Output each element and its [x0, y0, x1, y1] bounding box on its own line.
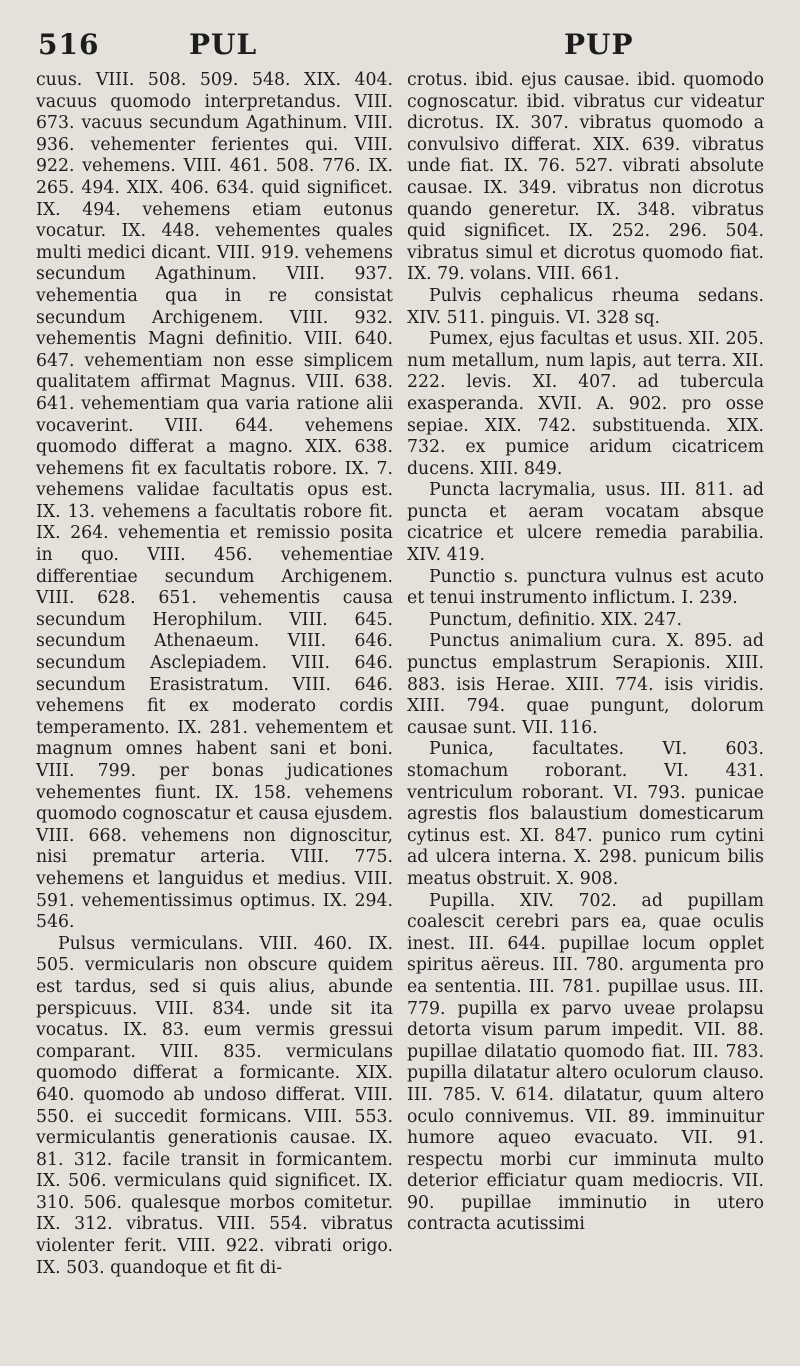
index-entry: Pulsus vermiculans. VIII. 460. IX. 505. vermicularis non obscure quidem est tardus, sed si quis alius, abunde perspicuus. VIII. 834. unde sit ita vocatus. IX. 83. eum vermis gressui comparant. VIII. 835. vermiculans quomodo differat a formicante. XIX. 640. quomodo ab undoso differat. VIII. 550. ei succedit formicans. VIII. 553. vermiculantis generationis causae. IX. 81. 312. facile transit in formicantem. IX. 506. vermiculans quid significet. IX. 310. 506. qualesque morbos comitetur. IX. 312. vibratus. VIII. 554. vibratus violenter ferit. VIII. 922. vibrati origo. IX. 503. quandoque et fit di-	[36, 933, 393, 1278]
index-entry: Punctio s. punctura vulnus est acuto et tenui instrumento inflictum. I. 239.	[407, 566, 764, 609]
right-running-head: PUP	[564, 28, 634, 61]
page-number: 516	[38, 28, 100, 61]
left-column	[36, 70, 393, 1279]
left-running-head: PUL	[189, 28, 258, 61]
index-entry: Punctum, definitio. XIX. 247.	[429, 609, 682, 630]
index-entry: Puncta lacrymalia, usus. III. 811. ad puncta et aeram vocatam absque cicatrice et ulcere remedia parabilia. XIV. 419.	[407, 480, 764, 566]
index-entry: crotus. ibid. ejus causae. ibid. quomodo cognoscatur. ibid. vibratus cur videatur dicrotus. IX. 307. vibratus quomodo a convulsivo differat. XIX. 639. vibratus unde fiat. IX. 76. 527. vibrati absolute causae. IX. 349. vibratus non dicrotus quando generetur. IX. 348. vibratus quid significet. IX. 252. 296. 504. vibratus simul et dicrotus quomodo fiat. IX. 79. volans. VIII. 661.	[407, 70, 764, 285]
index-entry: Pupilla. XIV. 702. ad pupillam coalescit cerebri pars ea, quae oculis inest. III. 644. pupillae locum opplet spiritus aëreus. III. 780. argumenta pro ea sententia. III. 781. pupillae usus. III. 779. pupilla ex parvo uveae prolapsu detorta visum parum impedit. VII. 88. pupillae dilatatio quomodo fiat. III. 783. pupilla dilatatur altero oculorum clauso. III. 785. V. 614. dilatatur, quum altero oculo connivemus. VII. 89. imminuitur humore aqueo evacuato. VII. 91. respectu morbi cur imminuta multo deterior efficiatur quam mediocris. VII. 90. pupillae imminutio in utero contracta acutissimi	[407, 890, 764, 1235]
right-column	[407, 70, 764, 1279]
index-entry: cuus. VIII. 508. 509. 548. XIX. 404. vacuus quomodo interpretandus. VIII. 673. vacuus secundum Agathinum. VIII. 936. vehementer ferientes qui. VIII. 922. vehemens. VIII. 461. 508. 776. IX. 265. 494. XIX. 406. 634. quid significet. IX. 494. vehemens etiam eutonus vocatur. IX. 448. vehementes quales multi medici dicant. VIII. 919. vehemens secundum Agathinum. VIII. 937. vehementia qua in re consistat secundum Archigenem. VIII. 932. vehementis Magni definitio. VIII. 640. 647. vehementiam non esse simplicem qualitatem affirmat Magnus. VIII. 638. 641. vehementiam qua varia ratione alii vocaverint. VIII. 644. vehemens quomodo differat a magno. XIX. 638. vehemens fit ex facultatis robore. IX. 7. vehemens validae facultatis opus est. IX. 13. vehemens a facultatis robore fit. IX. 264. vehementia et remissio posita in quo. VIII. 456. vehementiae differentiae secundum Archigenem. VIII. 628. 651. vehementis causa secundum Herophilum. VIII. 645. secundum Athenaeum. VIII. 646. secundum Asclepiadem. VIII. 646. secundum Erasistratum. VIII. 646. vehemens fit ex moderato cordis temperamento. IX. 281. vehementem et magnum omnes habent sani et boni. VIII. 799. per bonas judicationes vehementes fiunt. IX. 158. vehemens quomodo cognoscatur et causa ejusdem. VIII. 668. vehemens non dignoscitur, nisi prematur arteria. VIII. 775. vehemens et languidus et medius. VIII. 591. vehementissimus optimus. IX. 294. 546.	[36, 70, 393, 933]
index-entry: Punica, facultates. VI. 603. stomachum roborant. VI. 431. ventriculum roborant. VI. 793. punicae agrestis flos balaustium domesticarum cytinus est. XI. 847. punico rum cytini ad ulcera interna. X. 298. punicum bilis meatus obstruit. X. 908.	[407, 739, 764, 889]
index-entry: Punctus animalium cura. X. 895. ad punctus emplastrum Serapionis. XIII. 883. isis Herae. XIII. 774. isis viridis. XIII. 794. quae pungunt, dolorum causae sunt. VII. 116.	[407, 631, 764, 738]
index-entry: Pulvis cephalicus rheuma sedans. XIV. 511. pinguis. VI. 328 sq.	[407, 285, 764, 328]
index-entry: Pumex, ejus facultas et usus. XII. 205. num metallum, num lapis, aut terra. XII. 222. levis. XI. 407. ad tubercula exasperanda. XVII. A. 902. pro osse sepiae. XIX. 742. substituenda. XIX. 732. ex pumice aridum cicatricem ducens. XIII. 849.	[407, 329, 764, 479]
page-header	[36, 22, 764, 68]
text-columns	[36, 70, 764, 1279]
